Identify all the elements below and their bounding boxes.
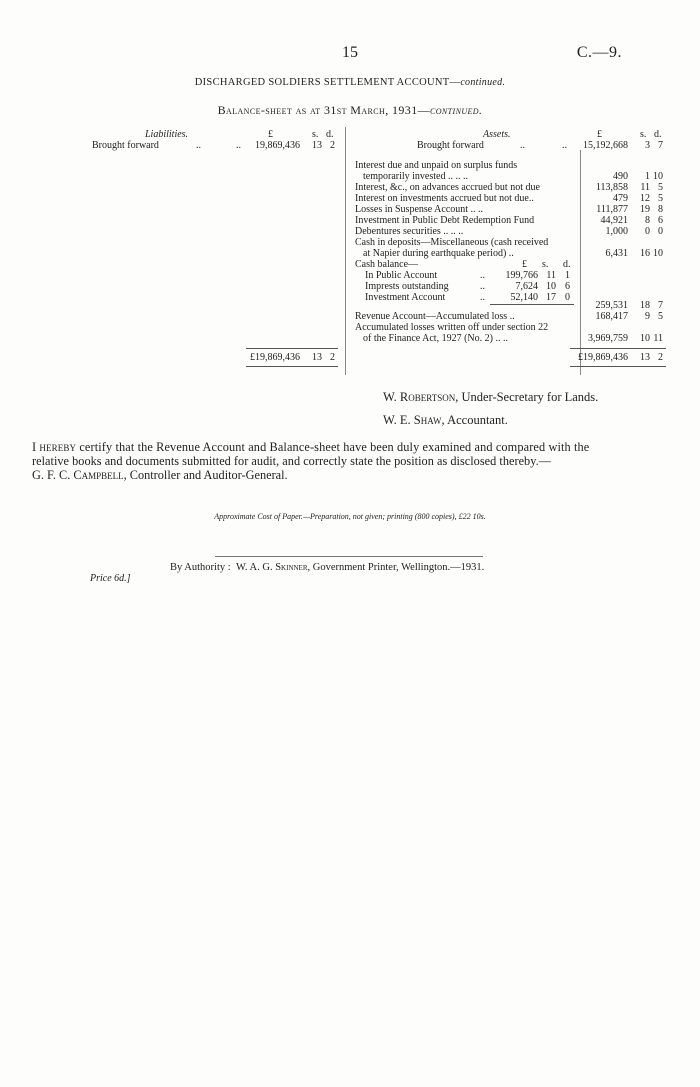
liabilities-total-rule-bottom <box>246 366 338 367</box>
accumulated-losses-pence: 11 <box>653 333 663 344</box>
asset-item-text: Losses in Suspense Account .. .. <box>355 204 484 215</box>
asset-item-shillings: 16 <box>640 248 650 259</box>
document-reference: C.—9. <box>576 44 622 61</box>
asset-item-pounds: 1,000 <box>605 226 628 237</box>
assets-brought-forward-label: Brought forward <box>417 140 484 151</box>
asset-item-shillings: 12 <box>640 193 650 204</box>
asset-item-shillings: 1 <box>645 171 650 182</box>
asset-item-text: Debentures securities .. .. .. <box>355 226 464 237</box>
cash-row-dots: .. <box>480 270 485 281</box>
cash-col-s: s. <box>542 259 549 270</box>
asset-item-text: Interest, &c., on advances accrued but not due <box>355 182 540 193</box>
asset-item-pence: 5 <box>658 193 663 204</box>
asset-item-text: Interest due and unpaid on surplus funds <box>355 160 518 171</box>
cash-col-pounds: £ <box>522 259 527 270</box>
liabilities-heading: Liabilities. <box>145 129 189 140</box>
assets-heading: Assets. <box>483 129 511 140</box>
page-number: 15 <box>342 44 358 61</box>
liabilities-bf-pounds: 19,869,436 <box>255 140 300 151</box>
asset-item-pence: 5 <box>658 182 663 193</box>
cash-row-label: In Public Account <box>365 270 438 281</box>
cash-row-shillings: 17 <box>546 292 556 303</box>
asset-item-pounds: 111,877 <box>596 204 628 215</box>
assets-col-pounds: £ <box>597 129 602 140</box>
signature-accountant: W. E. Shaw, Accountant. <box>383 413 508 427</box>
asset-item-pence: 0 <box>658 226 663 237</box>
cash-row-shillings: 11 <box>546 270 556 281</box>
assets-total-rule-bottom <box>570 366 666 367</box>
asset-item-pounds: 6,431 <box>605 248 628 259</box>
cash-total-pence: 7 <box>658 300 663 311</box>
balance-sheet-subheading: Balance-sheet as at 31st March, 1931—continued. <box>217 103 483 117</box>
liabilities-brought-forward-label: Brought forward <box>92 140 159 151</box>
asset-item-text: temporarily invested .. .. .. <box>363 171 468 182</box>
liabilities-bf-pence: 2 <box>330 140 335 151</box>
liabilities-dots: .. <box>236 140 241 151</box>
revenue-account-pounds: 168,417 <box>595 311 628 322</box>
cash-row-pence: 6 <box>565 281 570 292</box>
asset-item-pence: 6 <box>658 215 663 226</box>
assets-bf-pence: 7 <box>658 140 663 151</box>
revenue-account-shillings: 9 <box>645 311 650 322</box>
asset-item-pounds: 479 <box>613 193 628 204</box>
asset-item-text: Investment in Public Debt Redemption Fund <box>355 215 535 226</box>
asset-item-pence: 8 <box>658 204 663 215</box>
liabilities-col-d: d. <box>326 129 334 140</box>
cash-row-pounds: 199,766 <box>505 270 538 281</box>
accumulated-losses-pounds: 3,969,759 <box>588 333 628 344</box>
cash-subtotal-rule <box>490 304 574 305</box>
revenue-account-pence: 5 <box>658 311 663 322</box>
liabilities-dots: .. <box>196 140 201 151</box>
cash-row-shillings: 10 <box>546 281 556 292</box>
revenue-account-text: Revenue Account—Accumulated loss .. <box>355 311 515 322</box>
liabilities-total-pounds: £19,869,436 <box>250 352 300 363</box>
assets-col-s: s. <box>640 129 647 140</box>
asset-item-pence: 10 <box>653 171 663 182</box>
accumulated-losses-text: Accumulated losses written off under section 22 <box>355 322 549 333</box>
printer-authority: By Authority : W. A. G. Skinner, Government Printer, Wellington.—1931. <box>170 562 485 573</box>
accumulated-losses-text-2: of the Finance Act, 1927 (No. 2) .. .. <box>363 333 508 344</box>
asset-item-pence: 10 <box>653 248 663 259</box>
price: Price 6d.] <box>90 573 131 584</box>
liabilities-total-rule <box>246 348 338 349</box>
liabilities-total-shillings: 13 <box>312 352 322 363</box>
accumulated-losses-shillings: 10 <box>640 333 650 344</box>
cash-row-dots: .. <box>480 292 485 303</box>
cost-of-paper-note: Approximate Cost of Paper.—Preparation, not given; printing (800 copies), £22 10s. <box>214 512 486 521</box>
cash-col-d: d. <box>563 259 571 270</box>
cash-balance-label: Cash balance— <box>355 259 419 270</box>
audit-certificate: I hereby certify that the Revenue Account and Balance-sheet have been duly examined and compared with the relative books and documents submitted for audit, and correctly state the position as disclosed thereby.— G. F. C. Campbell, Controller and Auditor-General. <box>32 440 590 482</box>
cash-row-pounds: 52,140 <box>510 292 538 303</box>
assets-dots: .. <box>520 140 525 151</box>
asset-item-text: Interest on investments accrued but not due.. <box>355 193 534 204</box>
asset-item-pounds: 490 <box>613 171 628 182</box>
cash-total-pounds: 259,531 <box>595 300 628 311</box>
asset-item-shillings: 0 <box>645 226 650 237</box>
cash-row-dots: .. <box>480 281 485 292</box>
liabilities-bf-shillings: 13 <box>312 140 322 151</box>
column-divider-centre <box>345 127 346 375</box>
cash-row-label: Imprests outstanding <box>365 281 449 292</box>
authority-rule <box>215 556 483 557</box>
asset-item-text: at Napier during earthquake period) .. <box>363 248 514 259</box>
assets-total-pence: 2 <box>658 352 663 363</box>
asset-item-shillings: 11 <box>640 182 650 193</box>
liabilities-col-s: s. <box>312 129 319 140</box>
asset-item-shillings: 8 <box>645 215 650 226</box>
assets-col-d: d. <box>654 129 662 140</box>
cash-row-label: Investment Account <box>365 292 446 303</box>
asset-item-shillings: 19 <box>640 204 650 215</box>
asset-item-pounds: 44,921 <box>600 215 628 226</box>
signature-under-secretary: W. Robertson, Under-Secretary for Lands. <box>383 390 599 404</box>
assets-dots: .. <box>562 140 567 151</box>
assets-bf-pounds: 15,192,668 <box>583 140 628 151</box>
liabilities-col-pounds: £ <box>268 129 273 140</box>
cash-row-pounds: 7,624 <box>515 281 538 292</box>
liabilities-total-pence: 2 <box>330 352 335 363</box>
page-heading: DISCHARGED SOLDIERS SETTLEMENT ACCOUNT—continued. <box>194 77 506 88</box>
assets-total-shillings: 13 <box>640 352 650 363</box>
assets-total-pounds: £19,869,436 <box>578 352 628 363</box>
cash-row-pence: 0 <box>565 292 570 303</box>
cash-total-shillings: 18 <box>640 300 650 311</box>
asset-item-text: Cash in deposits—Miscellaneous (cash received <box>355 237 549 248</box>
assets-total-rule <box>570 348 666 349</box>
cash-row-pence: 1 <box>565 270 570 281</box>
assets-bf-shillings: 3 <box>645 140 650 151</box>
asset-item-pounds: 113,858 <box>595 182 628 193</box>
